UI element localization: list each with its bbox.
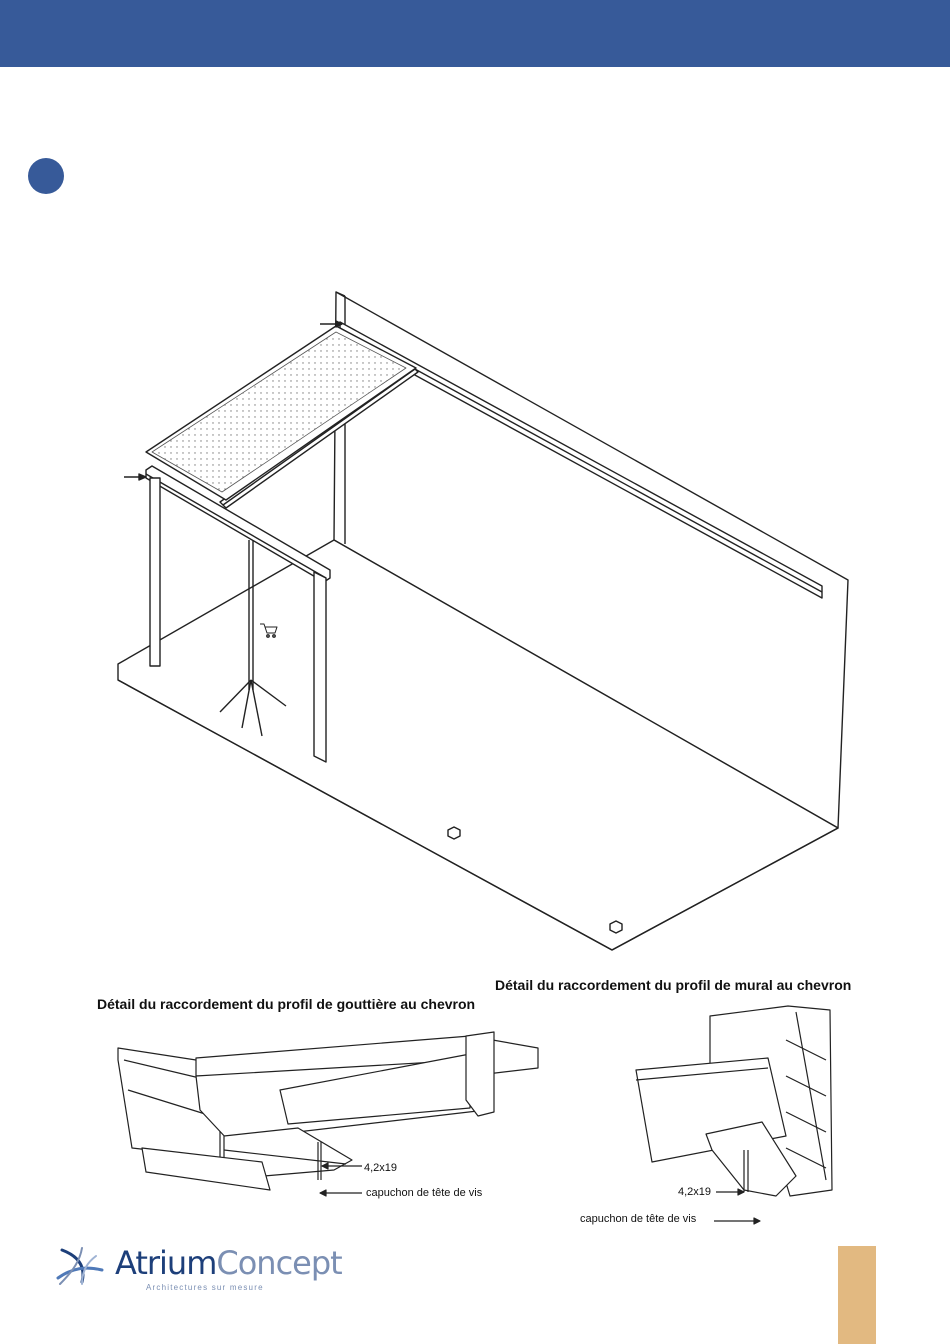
brand-strong: Atrium <box>115 1244 217 1282</box>
right-screw-label: 4,2x19 <box>678 1186 712 1198</box>
step-bullet <box>28 158 64 194</box>
brand-light: Concept <box>216 1244 342 1282</box>
right-cap-label: capuchon de tête de vis <box>580 1213 697 1225</box>
header-bar <box>0 0 950 67</box>
right-detail-caption: Détail du raccordement du profil de mural au chevron <box>495 977 852 993</box>
pergola-assembly-drawing <box>0 280 950 960</box>
wall-profile-connection-detail <box>575 1000 855 1240</box>
left-detail-caption: Détail du raccordement du profil de gouttière au chevron <box>97 996 476 1012</box>
gutter-connection-detail <box>100 1020 550 1220</box>
left-screw-label: 4,2x19 <box>364 1162 398 1174</box>
brand-name <box>115 1244 342 1282</box>
page-side-tab <box>838 1246 876 1344</box>
left-cap-label: capuchon de tête de vis <box>366 1187 483 1199</box>
brand-tagline: Architectures sur mesure <box>146 1283 264 1292</box>
